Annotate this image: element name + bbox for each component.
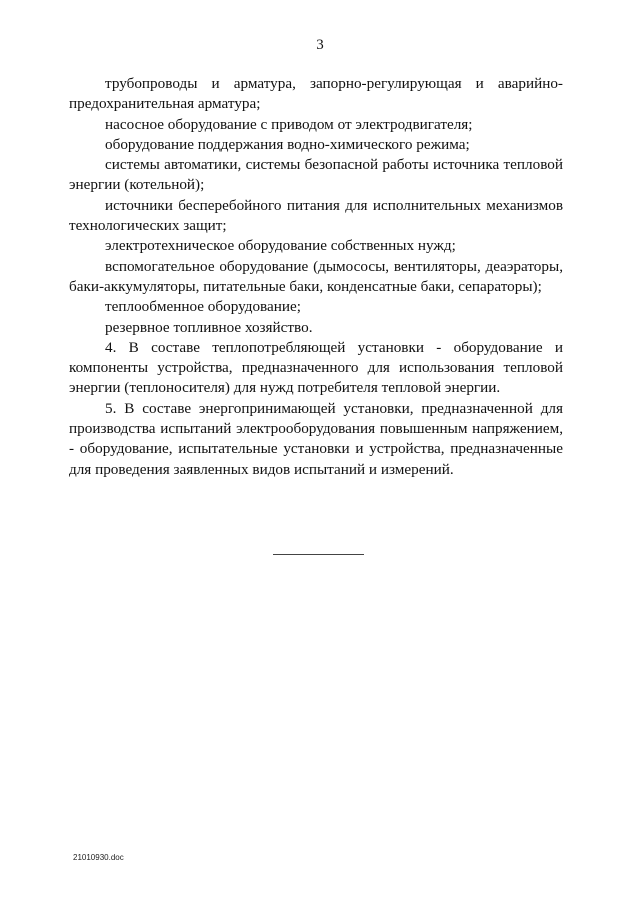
- paragraph: источники бесперебойного питания для исполнительных механизмов технологических защит;: [69, 196, 563, 235]
- page-number: 3: [316, 37, 324, 53]
- paragraph: электротехническое оборудование собственных нужд;: [105, 237, 456, 255]
- paragraph: системы автоматики, системы безопасной работы источника тепловой энергии (котельной);: [69, 156, 563, 194]
- section-4-paragraph: 4. В составе теплопотребляющей установки - оборудование и компоненты устройства, предназначенного для использования тепловой энергии (теплоносителя) для нужд потребителя тепловой энергии.: [69, 338, 563, 397]
- footer-filename: 21010930.doc: [73, 853, 124, 862]
- paragraph: трубопроводы и арматура, запорно-регулирующая и аварийно-предохранительная арматура;: [69, 75, 563, 113]
- paragraph: насосное оборудование с приводом от электродвигателя;: [105, 115, 473, 133]
- paragraph: резервное топливное хозяйство.: [105, 318, 313, 336]
- paragraph: теплообменное оборудование;: [105, 298, 301, 316]
- paragraph: вспомогательное оборудование (дымососы, вентиляторы, деаэраторы, баки-аккумуляторы, питательные баки, конденсатные баки, сепараторы);: [69, 257, 563, 295]
- end-of-document-divider: [273, 554, 364, 555]
- paragraph: оборудование поддержания водно-химического режима;: [105, 135, 470, 153]
- document-body: [69, 74, 563, 480]
- section-5-paragraph: 5. В составе энергопринимающей установки, предназначенной для производства испытаний электрооборудования повышенным напряжением, - оборудование, испытательные установки и устройства, предназначенные для проведения заявленных видов испытаний и измерений.: [69, 399, 563, 478]
